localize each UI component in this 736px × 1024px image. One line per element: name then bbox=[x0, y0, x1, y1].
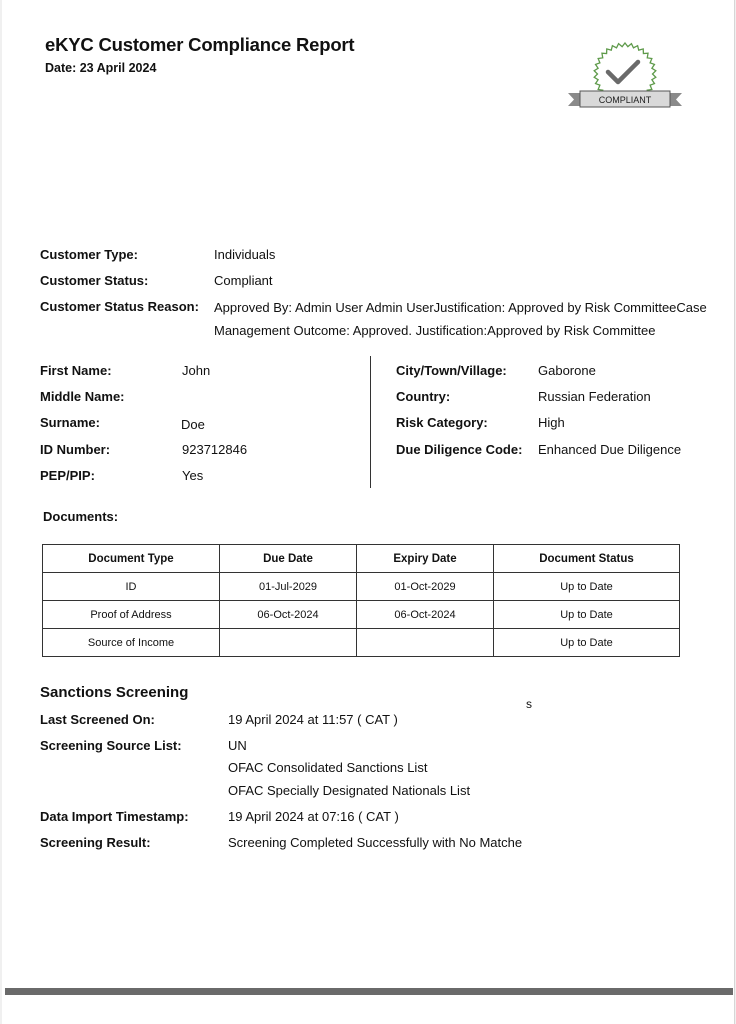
due-diligence-value: Enhanced Due Diligence bbox=[538, 442, 682, 457]
surname-value: Doe bbox=[181, 417, 205, 432]
compliant-seal-icon bbox=[562, 42, 688, 122]
table-cell: ID bbox=[43, 573, 220, 601]
screening-source-item: UN bbox=[228, 738, 247, 753]
report-date: Date: 23 April 2024 bbox=[45, 61, 157, 75]
table-row bbox=[43, 573, 680, 601]
table-cell: 01-Jul-2029 bbox=[220, 573, 357, 601]
middle-name-label: Middle Name: bbox=[40, 389, 125, 404]
table-header-row bbox=[43, 545, 680, 573]
country-value: Russian Federation bbox=[538, 389, 651, 404]
table-row bbox=[43, 629, 680, 657]
pep-value: Yes bbox=[182, 468, 204, 483]
first-name-value: John bbox=[182, 363, 211, 378]
table-cell: Proof of Address bbox=[43, 601, 220, 629]
footer-bar bbox=[5, 988, 733, 995]
customer-status-reason-label: Customer Status Reason: bbox=[40, 299, 199, 314]
column-divider bbox=[370, 356, 371, 488]
table-cell: Up to Date bbox=[494, 601, 680, 629]
column-header-expiry-date: Expiry Date bbox=[357, 545, 494, 573]
documents-heading: Documents: bbox=[43, 509, 119, 524]
documents-table bbox=[42, 544, 680, 657]
stray-character: s bbox=[526, 697, 532, 711]
surname-label: Surname: bbox=[40, 415, 100, 430]
customer-status-value: Compliant bbox=[214, 273, 273, 288]
table-cell: 06-Oct-2024 bbox=[357, 601, 494, 629]
city-label: City/Town/Village: bbox=[396, 363, 507, 378]
data-import-label: Data Import Timestamp: bbox=[40, 809, 189, 824]
sanctions-heading: Sanctions Screening bbox=[40, 684, 189, 701]
risk-category-label: Risk Category: bbox=[396, 415, 488, 430]
screening-source-label: Screening Source List: bbox=[40, 738, 182, 753]
customer-type-value: Individuals bbox=[214, 247, 276, 262]
due-diligence-label: Due Diligence Code: bbox=[396, 442, 523, 457]
table-cell bbox=[357, 629, 494, 657]
city-value: Gaborone bbox=[538, 363, 596, 378]
screening-result-value: Screening Completed Successfully with No Matche bbox=[228, 835, 523, 850]
screening-source-item: OFAC Specially Designated Nationals List bbox=[228, 783, 471, 798]
report-page bbox=[2, 0, 735, 1024]
report-title: eKYC Customer Compliance Report bbox=[45, 34, 355, 55]
customer-type-label: Customer Type: bbox=[40, 247, 138, 262]
id-number-label: ID Number: bbox=[40, 442, 111, 457]
last-screened-value: 19 April 2024 at 11:57 ( CAT ) bbox=[228, 712, 398, 727]
data-import-value: 19 April 2024 at 07:16 ( CAT ) bbox=[228, 809, 399, 824]
screening-source-item: OFAC Consolidated Sanctions List bbox=[228, 760, 428, 775]
column-header-due-date: Due Date bbox=[220, 545, 357, 573]
table-cell: Up to Date bbox=[494, 629, 680, 657]
pep-label: PEP/PIP: bbox=[40, 468, 95, 483]
first-name-label: First Name: bbox=[40, 363, 112, 378]
table-row bbox=[43, 601, 680, 629]
table-cell: 06-Oct-2024 bbox=[220, 601, 357, 629]
column-header-document-status: Document Status bbox=[494, 545, 680, 573]
table-cell: 01-Oct-2029 bbox=[357, 573, 494, 601]
table-cell bbox=[220, 629, 357, 657]
column-header-document-type: Document Type bbox=[43, 545, 220, 573]
country-label: Country: bbox=[396, 389, 451, 404]
table-cell: Up to Date bbox=[494, 573, 680, 601]
customer-status-label: Customer Status: bbox=[40, 273, 149, 288]
last-screened-label: Last Screened On: bbox=[40, 712, 155, 727]
screening-result-label: Screening Result: bbox=[40, 835, 151, 850]
table-cell: Source of Income bbox=[43, 629, 220, 657]
risk-category-value: High bbox=[538, 415, 565, 430]
customer-status-reason-value: Approved By: Admin User Admin UserJustification: Approved by Risk CommitteeCase Management Outcome: Approved. Justification:Approved by Risk Committee bbox=[214, 300, 707, 338]
id-number-value: 923712846 bbox=[182, 442, 248, 457]
seal-label: COMPLIANT bbox=[598, 95, 652, 105]
